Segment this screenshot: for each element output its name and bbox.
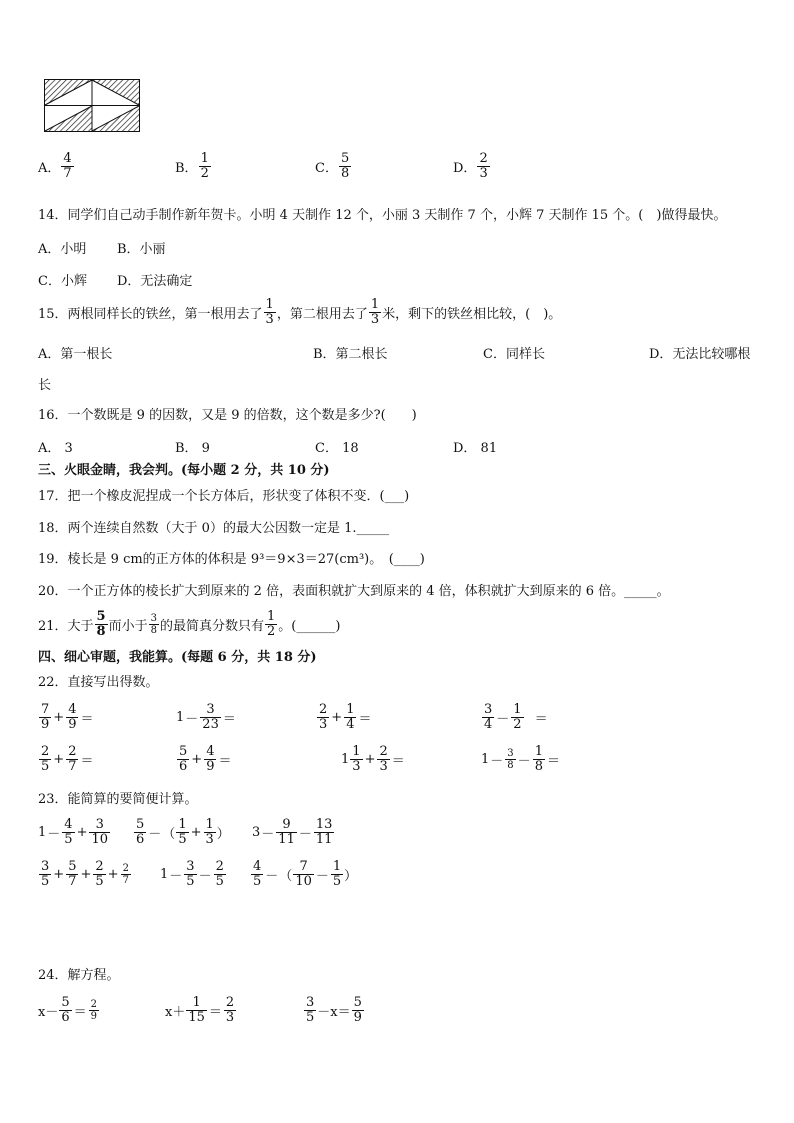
q22-expr-5: $\frac{2}{5}$ + $\frac{2}{7}$ ＝: [41, 744, 94, 774]
fraction: $\frac{5}{8}$: [340, 151, 350, 181]
q18-text: 18．两个连续自然数（大于 0）的最大公因数一定是 1._____: [38, 521, 389, 536]
fraction: $\frac{2}{3}$: [479, 151, 488, 181]
q23-expr-2: $\frac{5}{6}$ － （ $\frac{1}{5}$ + $\frac{1}{3}$ ）: [136, 817, 230, 847]
q23-expr-6: $\frac{4}{5}$ － （ $\frac{7}{10}$ － $\frac{1}{5}$ ）: [253, 859, 358, 889]
q14-option-a[interactable]: A．小明: [38, 242, 87, 257]
q23-expr-4: $\frac{3}{5}$ + $\frac{5}{7}$ + $\frac{2}{5}$ + $\frac{2}{7}$: [41, 859, 129, 889]
q14-option-c[interactable]: C．小辉: [38, 274, 87, 289]
q23-expr-5: 1 － $\frac{3}{5}$ － $\frac{2}{5}$: [160, 859, 224, 889]
q22-expr-3: $\frac{2}{3}$ + $\frac{1}{4}$ ＝: [319, 702, 372, 732]
q15-option-d-continued: 长: [38, 378, 52, 393]
q19-text: 19．棱长是 9 cm的正方体的体积是 9³＝9×3＝27(cm³)。 (____): [38, 552, 425, 567]
q13-option-d[interactable]: D． $\frac{2}{3}$: [453, 151, 488, 181]
q16-option-d[interactable]: D． 81: [453, 441, 498, 456]
q16-option-b[interactable]: B． 9: [175, 441, 210, 456]
q14-option-b[interactable]: B．小丽: [117, 242, 166, 257]
q24-equation-3: $\frac{3}{5}$ －x＝ $\frac{5}{9}$: [306, 995, 362, 1025]
q16-option-a[interactable]: A． 3: [38, 441, 73, 456]
q24-equation-2: x＋ $\frac{1}{15}$ ＝ $\frac{2}{3}$: [165, 995, 235, 1025]
q16-option-c[interactable]: C． 18: [315, 441, 359, 456]
q15-text: 15．两根同样长的铁丝，第一根用去了 $\frac{1}{3}$ ，第二根用去了 $\frac{1}{3}$ 米，剩下的铁丝相比较，( )。: [38, 297, 562, 327]
q23-expr-1: 1 － $\frac{4}{5}$ + $\frac{3}{10}$: [38, 817, 109, 847]
q14-option-d[interactable]: D．无法确定: [117, 274, 193, 289]
q22-expr-8: 1 － $\frac{3}{8}$ － $\frac{1}{8}$ ＝: [481, 744, 560, 774]
q15-option-d[interactable]: D．无法比较哪根: [649, 347, 751, 362]
q15-option-c[interactable]: C．同样长: [483, 347, 545, 362]
fraction: $\frac{1}{2}$: [200, 151, 209, 181]
q15-option-a[interactable]: A．第一根长: [38, 347, 113, 362]
q13-option-a[interactable]: A． $\frac{4}{7}$: [38, 151, 72, 181]
q22-expr-4: $\frac{3}{4}$ － $\frac{1}{2}$ ＝: [484, 702, 548, 732]
q22-expr-2: 1 － $\frac{3}{23}$ ＝: [176, 702, 236, 732]
shaded-figure: [44, 79, 140, 132]
q22-expr-1: $\frac{7}{9}$ + $\frac{4}{9}$ ＝: [41, 702, 94, 732]
q20-text: 20．一个正方体的棱长扩大到原来的 2 倍，表面积就扩大到原来的 4 倍，体积就扩大到原来的 6 倍。_____。: [38, 584, 670, 599]
q23-expr-3: 3 － $\frac{9}{11}$ － $\frac{13}{11}$: [252, 817, 333, 847]
section-3-heading: 三、火眼金睛，我会判。(每小题 2 分，共 10 分): [38, 463, 330, 478]
q22-expr-6: $\frac{5}{6}$ + $\frac{4}{9}$ ＝: [179, 744, 232, 774]
q24-equation-1: x－ $\frac{5}{6}$ ＝ $\frac{2}{9}$: [38, 995, 98, 1025]
q22-expr-7: 1 $\frac{1}{3}$ + $\frac{2}{3}$ ＝: [341, 744, 405, 774]
q16-text: 16．一个数既是 9 的因数，又是 9 的倍数，这个数是多少?( ): [38, 408, 417, 423]
q13-option-b[interactable]: B． $\frac{1}{2}$: [175, 151, 209, 181]
q21-text: 21．大于 $\frac{5}{8}$ 而小于 $\frac{3}{8}$ 的最简真分数只有 $\frac{1}{2}$ 。(______): [38, 609, 341, 639]
q13-option-c[interactable]: C． $\frac{5}{8}$: [315, 151, 350, 181]
q14-text: 14．同学们自己动手制作新年贺卡。小明 4 天制作 12 个，小丽 3 天制作 7 个，小辉 7 天制作 15 个。( )做得最快。: [38, 208, 727, 223]
q22-title: 22．直接写出得数。: [38, 675, 159, 690]
q15-option-b[interactable]: B．第二根长: [313, 347, 388, 362]
section-4-heading: 四、细心审题，我能算。(每题 6 分，共 18 分): [38, 650, 317, 665]
fraction: $\frac{4}{7}$: [63, 151, 72, 181]
q23-title: 23．能简算的要简便计算。: [38, 792, 198, 807]
q17-text: 17．把一个橡皮泥捏成一个长方体后，形状变了体积不变．(___): [38, 489, 410, 504]
q24-title: 24．解方程。: [38, 968, 120, 983]
